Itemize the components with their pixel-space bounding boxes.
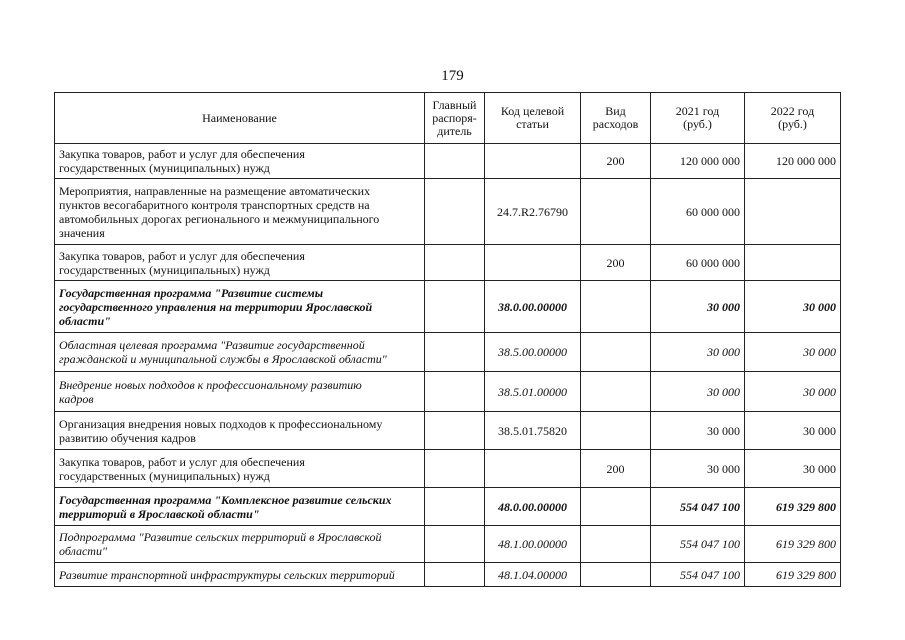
row-2021: 554 047 100 <box>651 563 745 587</box>
row-type <box>581 412 651 450</box>
row-code: 38.5.01.75820 <box>485 412 581 450</box>
row-name: Подпрограмма "Развитие сельских территорий в Ярославской области" <box>55 526 425 563</box>
row-code <box>485 450 581 488</box>
row-name: Областная целевая программа "Развитие государственной гражданской и муниципальной службы в Ярославской области" <box>55 333 425 372</box>
row-code <box>485 144 581 179</box>
row-name: Мероприятия, направленные на размещение автоматических пунктов весогабаритного контроля транспортных средств на автомобильных дорогах регионального и межмуниципального значения <box>55 179 425 245</box>
header-expense-type: Вид расходов <box>581 93 651 144</box>
budget-table <box>54 92 841 587</box>
row-type: 200 <box>581 144 651 179</box>
row-type <box>581 372 651 412</box>
row-name: Закупка товаров, работ и услуг для обеспечения государственных (муниципальных) нужд <box>55 245 425 281</box>
table-row <box>55 281 841 333</box>
row-name: Внедрение новых подходов к профессиональному развитию кадров <box>55 372 425 412</box>
row-2021: 30 000 <box>651 333 745 372</box>
row-manager <box>425 526 485 563</box>
row-2022: 619 329 800 <box>745 488 841 526</box>
header-code: Код целевой статьи <box>485 93 581 144</box>
row-manager <box>425 563 485 587</box>
row-2021: 30 000 <box>651 412 745 450</box>
row-manager <box>425 245 485 281</box>
table-row <box>55 372 841 412</box>
table-row <box>55 488 841 526</box>
row-code: 38.0.00.00000 <box>485 281 581 333</box>
row-type: 200 <box>581 245 651 281</box>
row-name: Закупка товаров, работ и услуг для обеспечения государственных (муниципальных) нужд <box>55 450 425 488</box>
row-manager <box>425 179 485 245</box>
row-2021: 30 000 <box>651 372 745 412</box>
table-row <box>55 450 841 488</box>
row-2021: 60 000 000 <box>651 179 745 245</box>
row-code: 48.0.00.00000 <box>485 488 581 526</box>
row-name: Закупка товаров, работ и услуг для обеспечения государственных (муниципальных) нужд <box>55 144 425 179</box>
row-name: Организация внедрения новых подходов к профессиональному развитию обучения кадров <box>55 412 425 450</box>
row-2021: 554 047 100 <box>651 488 745 526</box>
row-name: Государственная программа "Комплексное развитие сельских территорий в Ярославской области" <box>55 488 425 526</box>
row-2021: 30 000 <box>651 281 745 333</box>
row-type <box>581 526 651 563</box>
row-type <box>581 488 651 526</box>
row-2022: 619 329 800 <box>745 526 841 563</box>
row-2021: 30 000 <box>651 450 745 488</box>
row-manager <box>425 333 485 372</box>
row-2022: 619 329 800 <box>745 563 841 587</box>
table-row <box>55 144 841 179</box>
table-header-row <box>55 93 841 144</box>
row-2022: 120 000 000 <box>745 144 841 179</box>
row-2021: 60 000 000 <box>651 245 745 281</box>
row-manager <box>425 450 485 488</box>
table-row <box>55 412 841 450</box>
row-manager <box>425 281 485 333</box>
table-row <box>55 245 841 281</box>
row-2022: 30 000 <box>745 333 841 372</box>
row-code: 24.7.R2.76790 <box>485 179 581 245</box>
row-name: Государственная программа "Развитие системы государственного управления на территории Ярославской области" <box>55 281 425 333</box>
table-row <box>55 563 841 587</box>
row-manager <box>425 372 485 412</box>
header-2021: 2021 год (руб.) <box>651 93 745 144</box>
row-code: 48.1.04.00000 <box>485 563 581 587</box>
table-row <box>55 179 841 245</box>
row-2021: 554 047 100 <box>651 526 745 563</box>
row-2022 <box>745 245 841 281</box>
row-2022 <box>745 179 841 245</box>
row-2022: 30 000 <box>745 281 841 333</box>
header-name: Наименование <box>55 93 425 144</box>
row-type <box>581 563 651 587</box>
row-code: 48.1.00.00000 <box>485 526 581 563</box>
table-row <box>55 333 841 372</box>
row-manager <box>425 488 485 526</box>
table-row <box>55 526 841 563</box>
row-code: 38.5.01.00000 <box>485 372 581 412</box>
row-name: Развитие транспортной инфраструктуры сельских территорий <box>55 563 425 587</box>
page-number: 179 <box>441 68 464 84</box>
row-manager <box>425 144 485 179</box>
row-code <box>485 245 581 281</box>
row-2022: 30 000 <box>745 450 841 488</box>
header-2022: 2022 год (руб.) <box>745 93 841 144</box>
row-2022: 30 000 <box>745 372 841 412</box>
row-2022: 30 000 <box>745 412 841 450</box>
row-type: 200 <box>581 450 651 488</box>
row-manager <box>425 412 485 450</box>
row-code: 38.5.00.00000 <box>485 333 581 372</box>
row-type <box>581 179 651 245</box>
row-2021: 120 000 000 <box>651 144 745 179</box>
row-type <box>581 333 651 372</box>
row-type <box>581 281 651 333</box>
header-manager: Главный распоря- дитель <box>425 93 485 144</box>
